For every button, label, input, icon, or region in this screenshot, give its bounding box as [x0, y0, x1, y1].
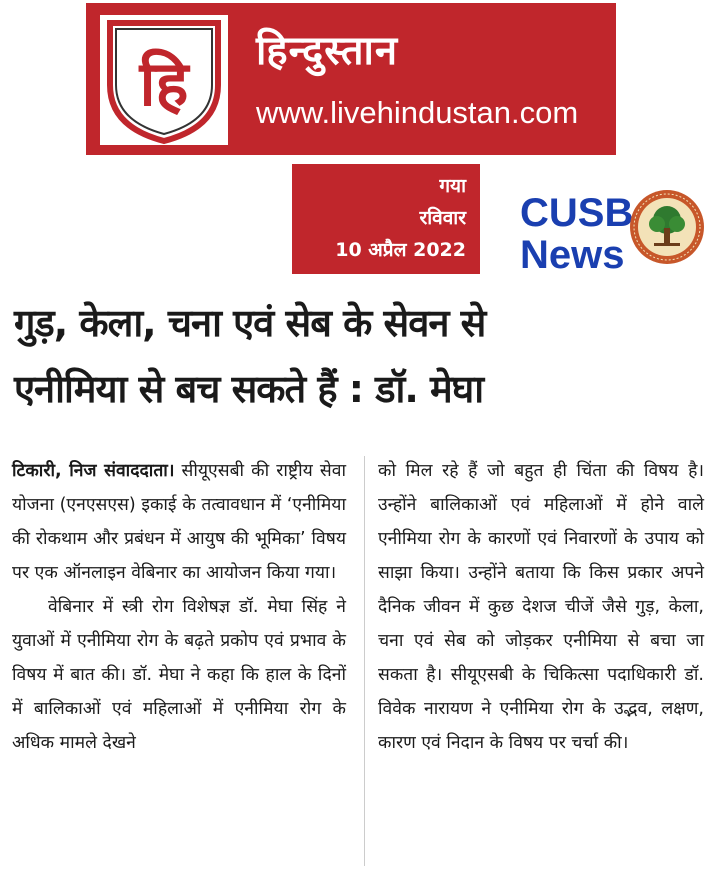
paragraph-3: को मिल रहे हैं जो बहुत ही चिंता की विषय है। उन्होंने बालिकाओं एवं महिलाओं में होने वाले एनीमिया रोग के कारणों एवं निवारणों के उपाय को साझा किया। उन्होंने बताया कि किस प्रकार अपने दैनिक जीवन में कुछ देशज चीजें जैसे गुड़, केला, चना एवं सेब को जोड़कर एनीमिया से बचा जा सकता है। सीयूएसबी के चिकित्सा पदाधिकारी डॉ. विवेक नारायण ने एनीमिया रोग के उद्भव, लक्षण, कारण एवं निदान के विषय पर चर्चा की।: [378, 461, 704, 753]
dateline-day: रविवार: [419, 207, 466, 229]
paragraph-1-text: सीयूएसबी की राष्ट्रीय सेवा योजना (एनएसएस) इकाई के तत्वावधान में ‘एनीमिया की रोकथाम और प्रबंधन में आयुष की भूमिका’ विषय पर एक ऑनलाइन वेबिनार का आयोजन किया गया।: [12, 461, 346, 583]
news-label: News: [520, 233, 625, 277]
dateline-city: गया: [439, 175, 466, 197]
paragraph-2: वेबिनार में स्त्री रोग विशेषज्ञ डॉ. मेघा सिंह ने युवाओं में एनीमिया रोग के बढ़ते प्रकोप एवं प्रभाव के विषय में बात की। डॉ. मेघा ने कहा कि हाल के दिनों में बालिकाओं एवं महिलाओं में एनीमिया रोग के अधिक मामले देखने: [12, 597, 346, 753]
byline: टिकारी, निज संवाददाता।: [12, 461, 175, 481]
logo-glyph: हि: [139, 47, 189, 120]
headline-line-2: एनीमिया से बच सकते हैं : डॉ. मेघा: [14, 367, 484, 411]
cusb-label: CUSB: [520, 191, 634, 235]
newspaper-masthead: [86, 3, 616, 155]
headline-line-1: गुड़, केला, चना एवं सेब के सेवन से: [14, 301, 486, 345]
article-column-right: [378, 454, 704, 760]
cusb-news-badge: [520, 191, 634, 277]
shield-logo-icon: [100, 15, 228, 145]
article-column-left: [12, 454, 346, 760]
column-divider: [364, 456, 365, 866]
brand-url: www.livehindustan.com: [256, 95, 579, 130]
dateline-box: [292, 164, 480, 274]
hindustan-logo: [100, 15, 228, 145]
dateline-date: 10 अप्रैल 2022: [335, 239, 466, 261]
paragraph-1: [12, 454, 346, 590]
brand-name: हिन्दुस्तान: [256, 28, 399, 74]
university-seal-icon: [628, 188, 706, 266]
article-headline: [14, 290, 704, 422]
